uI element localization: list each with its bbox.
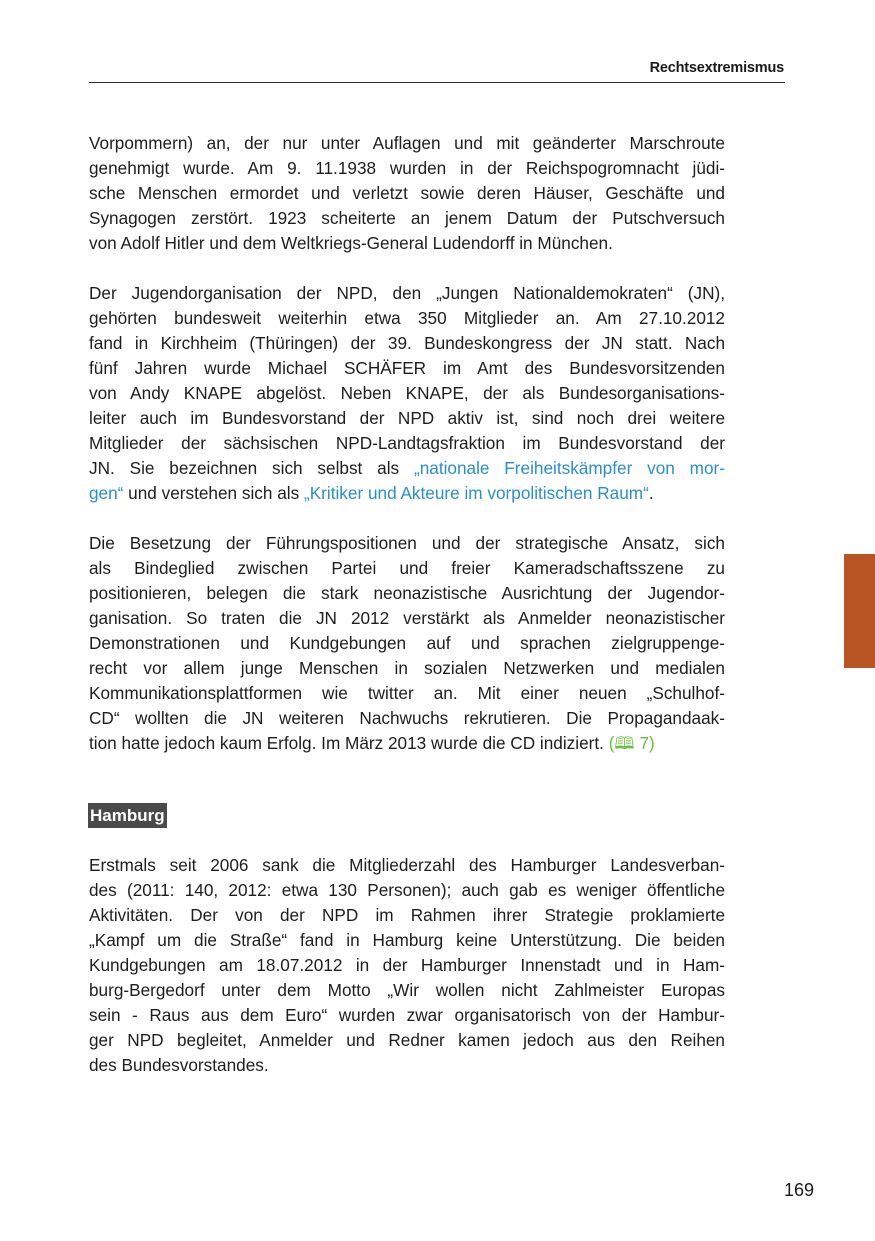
text-line: fand in Kirchheim (Thüringen) der 39. Bundeskongress der JN statt. Nach (89, 333, 725, 353)
quote-link-1[interactable]: „nationale Freiheitskämpfer von mor- (413, 458, 725, 478)
body-text (89, 131, 725, 756)
running-header: Rechtsextremismus (649, 60, 784, 76)
text-line: Demonstrationen und Kundgebungen auf und sprachen zielgruppenge- (89, 633, 725, 653)
text-line: Die Besetzung der Führungspositionen und der strategische Ansatz, sich (89, 533, 725, 553)
paragraph-3 (89, 531, 725, 756)
text-line: des (2011: 140, 2012: etwa 130 Personen); auch gab es weniger öffentliche (89, 880, 725, 900)
text-line: Mitglieder der sächsischen NPD-Landtagsfraktion im Bundesvorstand der (89, 433, 725, 453)
text-line: Der Jugendorganisation der NPD, den „Jungen Nationaldemokraten“ (JN), (89, 283, 725, 303)
text-line: Aktivitäten. Der von der NPD im Rahmen ihrer Strategie proklamierte (89, 905, 725, 925)
header-rule (89, 82, 785, 83)
text-line: „Kampf um die Straße“ fand in Hamburg keine Unterstützung. Die beiden (89, 930, 725, 950)
text-line: sche Menschen ermordet und verletzt sowie deren Häuser, Geschäfte und (89, 183, 725, 203)
chapter-tab-marker (844, 554, 875, 668)
text-line: ger NPD begleitet, Anmelder und Redner kamen jedoch aus den Reihen (89, 1030, 725, 1050)
section-heading-hamburg: Hamburg (88, 803, 167, 828)
text-line (89, 456, 725, 481)
page-number: 169 (784, 1180, 815, 1200)
text-line: CD“ wollten die JN weiteren Nachwuchs rekrutieren. Die Propagandaak- (89, 708, 725, 728)
text-line: leiter auch im Bundesvorstand der NPD aktiv ist, sind noch drei weitere (89, 408, 725, 428)
text-line: positionieren, belegen die stark neonazistische Ausrichtung der Jugendor- (89, 583, 725, 603)
text-line: ganisation. So traten die JN 2012 verstärkt als Anmelder neonazistischer (89, 608, 725, 628)
paragraph-1 (89, 131, 725, 256)
quote-link-2[interactable]: „Kritiker und Akteure im vorpolitischen Raum“ (303, 483, 649, 503)
text-line: gehörten bundesweit weiterhin etwa 350 Mitglieder an. Am 27.10.2012 (89, 308, 725, 328)
book-reference-link[interactable]: (🕮 7) (608, 733, 655, 753)
text-run: tion hatte jedoch kaum Erfolg. Im März 2013 wurde die CD indiziert. (89, 733, 609, 753)
text-line: recht vor allem junge Menschen in sozialen Netzwerken und medialen (89, 658, 725, 678)
text-line: fünf Jahren wurde Michael SCHÄFER im Amt des Bundesvorsitzenden (89, 358, 725, 378)
text-line (89, 481, 725, 506)
text-line: von Adolf Hitler und dem Weltkriegs-General Ludendorff in München. (89, 233, 613, 253)
text-line: sein - Raus aus dem Euro“ wurden zwar organisatorisch von der Hambur- (89, 1005, 725, 1025)
text-run: . (648, 483, 654, 503)
text-line: Kundgebungen am 18.07.2012 in der Hamburger Innenstadt und in Ham- (89, 955, 725, 975)
text-line: genehmigt wurde. Am 9. 11.1938 wurden in der Reichspogromnacht jüdi- (89, 158, 725, 178)
text-line: Vorpommern) an, der nur unter Auflagen und mit geänderter Marschroute (89, 133, 725, 153)
text-line: Kommunikationsplattformen wie twitter an. Mit einer neuen „Schulhof- (89, 683, 725, 703)
text-line: als Bindeglied zwischen Partei und freier Kameradschaftsszene zu (89, 558, 725, 578)
text-line: des Bundesvorstandes. (89, 1055, 269, 1075)
text-line: burg-Bergedorf unter dem Motto „Wir wollen nicht Zahlmeister Europas (89, 980, 725, 1000)
text-line (89, 731, 725, 756)
text-run: JN. Sie bezeichnen sich selbst als (89, 458, 414, 478)
text-line: Synagogen zerstört. 1923 scheiterte an jenem Datum der Putschversuch (89, 208, 725, 228)
text-line: Erstmals seit 2006 sank die Mitgliederzahl des Hamburger Landesverban- (89, 855, 725, 875)
quote-link-1-cont[interactable]: gen“ (89, 483, 124, 503)
paragraph-4 (89, 853, 725, 1078)
text-line: von Andy KNAPE abgelöst. Neben KNAPE, der als Bundesorganisations- (89, 383, 725, 403)
text-run: und verstehen sich als (123, 483, 304, 503)
paragraph-2 (89, 281, 725, 506)
